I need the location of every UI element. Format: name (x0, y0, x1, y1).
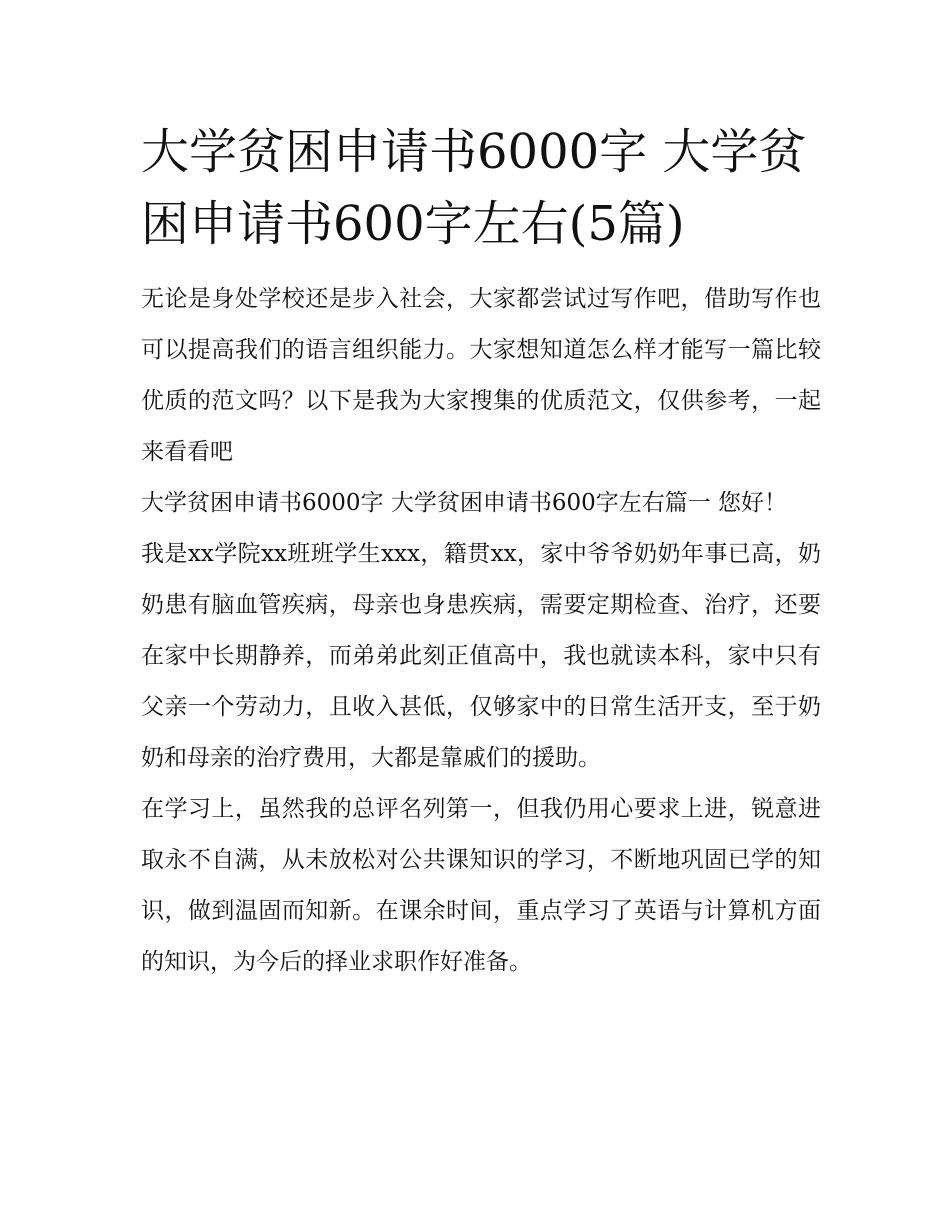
study-paragraph: 在学习上，虽然我的总评名列第一，但我仍用心要求上进，锐意进取永不自满，从未放松对公共课知识的学习，不断地巩固已学的知识，做到温固而知新。在课余时间，重点学习了英语与计算机方面的知识，为今后的择业求职作好准备。 (141, 796, 821, 975)
family-situation-paragraph: 我是xx学院xx班班学生xxx，籍贯xx，家中爷爷奶奶年事已高，奶奶患有脑血管疾病，母亲也身患疾病，需要定期检查、治疗，还要在家中长期静养，而弟弟此刻正值高中，我也就读本科，家中只有父亲一个劳动力，且收入甚低，仅够家中的日常生活开支，至于奶奶和母亲的治疗费用，大都是靠戚们的援助。 (141, 541, 821, 771)
intro-paragraph: 无论是身处学校还是步入社会，大家都尝试过写作吧，借助写作也可以提高我们的语言组织能力。大家想知道怎么样才能写一篇比较优质的范文吗？以下是我为大家搜集的优质范文，仅供参考，一起来看看吧 (141, 286, 821, 465)
document-content (141, 116, 821, 988)
section-heading-paragraph: 大学贫困申请书6000字 大学贫困申请书600字左右篇一 您好！ (141, 490, 788, 516)
document-title: 大学贫困申请书6000字 大学贫困申请书600字左右(5篇) (141, 124, 807, 252)
